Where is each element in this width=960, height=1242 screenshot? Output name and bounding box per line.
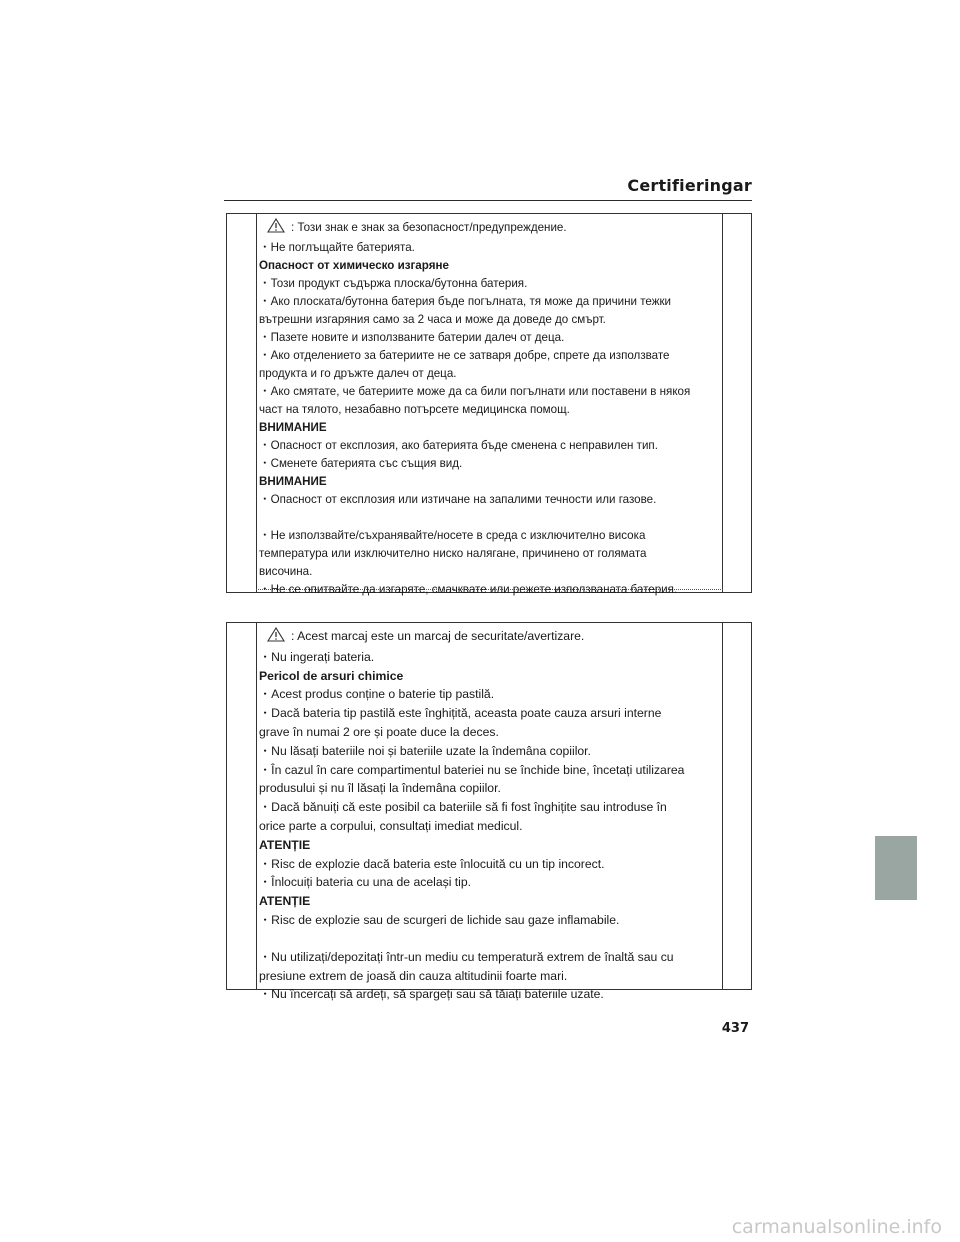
text-line: ・Risc de explozie dacă bateria este înlocuită cu un tip incorect.	[259, 856, 605, 871]
romanian-warning-text	[259, 627, 721, 1004]
text-line: ・Не използвайте/съхранявайте/носете в среда с изключително висока	[259, 529, 646, 542]
page-number: 437	[721, 1021, 749, 1036]
warning-intro-line	[259, 627, 721, 648]
text-line: ・Dacă bănuiți că este posibil ca bateriile să fi fost înghițite sau introduse în	[259, 800, 667, 815]
text-line: вътрешни изгаряния само за 2 часа и може да доведе до смърт.	[259, 313, 606, 326]
heading-line: ВНИМАНИЕ	[259, 475, 327, 488]
text-line: ・Ако отделението за батериите не се затваря добре, спрете да използвате	[259, 349, 670, 362]
text-line: ・Ако плоската/бутонна батерия бъде погълната, тя може да причини тежки	[259, 295, 672, 308]
text-line: presiune extrem de joasă din cauza altitudinii foarte mari.	[259, 968, 568, 983]
text-line: ・Ако смятате, че батериите може да са били погълнати или поставени в някоя	[259, 385, 691, 398]
text-line: ・Сменете батерията със същия вид.	[259, 457, 463, 470]
panel-right-line	[722, 623, 723, 989]
text-line: ・Пазете новите и използваните батерии далеч от деца.	[259, 331, 565, 344]
panel-left-line	[256, 623, 257, 989]
text-line: ・Nu încercați să ardeți, să spargeți sau să tăiați bateriile uzate.	[259, 987, 604, 1002]
warning-intro-text: : Acest marcaj este un marcaj de securitate/avertizare.	[291, 629, 585, 643]
text-line: ・Dacă bateria tip pastilă este înghițită, aceasta poate cauza arsuri interne	[259, 706, 662, 721]
watermark: carmanualsonline.info	[731, 1216, 942, 1238]
text-line: ・Опасност от експлозия или изтичане на запалими течности или газове.	[259, 493, 657, 506]
spacer	[259, 509, 721, 527]
heading-line: ATENȚIE	[259, 837, 311, 852]
heading-line: Pericol de arsuri chimice	[259, 668, 404, 683]
text-line: ・Risc de explozie sau de scurgeri de lichide sau gaze inflamabile.	[259, 912, 620, 927]
text-line: ・Înlocuiți bateria cu una de același tip.	[259, 875, 472, 890]
romanian-warning-panel	[226, 622, 752, 1002]
chapter-side-tab	[875, 836, 917, 900]
warning-intro-line	[259, 218, 721, 239]
text-line: ・Nu ingerați bateria.	[259, 649, 375, 664]
text-line: ・Acest produs conține o baterie tip pastilă.	[259, 687, 495, 702]
text-line: ・În cazul în care compartimentul bateriei nu se închide bine, încetați utilizarea	[259, 762, 685, 777]
heading-line: Опасност от химическо изгаряне	[259, 259, 449, 272]
text-line: част на тялото, незабавно потърсете медицинска помощ.	[259, 403, 570, 416]
section-title: Certifieringar	[627, 176, 752, 195]
text-line: продукта и го дръжте далеч от деца.	[259, 367, 457, 380]
text-line: ・Nu utilizați/depozitați într-un mediu cu temperatură extrem de înaltă sau cu	[259, 949, 674, 964]
panel-right-line	[722, 214, 723, 592]
text-line: височина.	[259, 565, 313, 578]
title-rule	[224, 200, 752, 201]
text-line: ・Опасност от експлозия, ако батерията бъде сменена с неправилен тип.	[259, 439, 658, 452]
text-line: ・Този продукт съдържа плоска/бутонна батерия.	[259, 277, 528, 290]
spacer	[259, 930, 721, 948]
text-line: ・Nu lăsați bateriile noi și bateriile uzate la îndemâna copiilor.	[259, 743, 591, 758]
text-line: produsului și nu îl lăsați la îndemâna copiilor.	[259, 781, 501, 796]
heading-line: ATENȚIE	[259, 894, 311, 909]
warning-triangle-icon	[267, 218, 285, 239]
text-line: orice parte a corpului, consultați imediat medicul.	[259, 818, 523, 833]
warning-triangle-icon	[267, 627, 285, 648]
text-line: ・Не се опитвайте да изгаряте, смачквате или режете използваната батерия.	[259, 583, 678, 596]
bulgarian-warning-panel	[226, 213, 752, 596]
text-line: ・Не поглъщайте батерията.	[259, 241, 415, 254]
text-line: grave în numai 2 ore și poate duce la deces.	[259, 724, 499, 739]
bulgarian-warning-text	[259, 218, 721, 599]
panel-left-line	[256, 214, 257, 592]
text-line: температура или изключително ниско налягане, причинено от голямата	[259, 547, 647, 560]
heading-line: ВНИМАНИЕ	[259, 421, 327, 434]
warning-intro-text: : Този знак е знак за безопасност/предупреждение.	[291, 221, 567, 234]
